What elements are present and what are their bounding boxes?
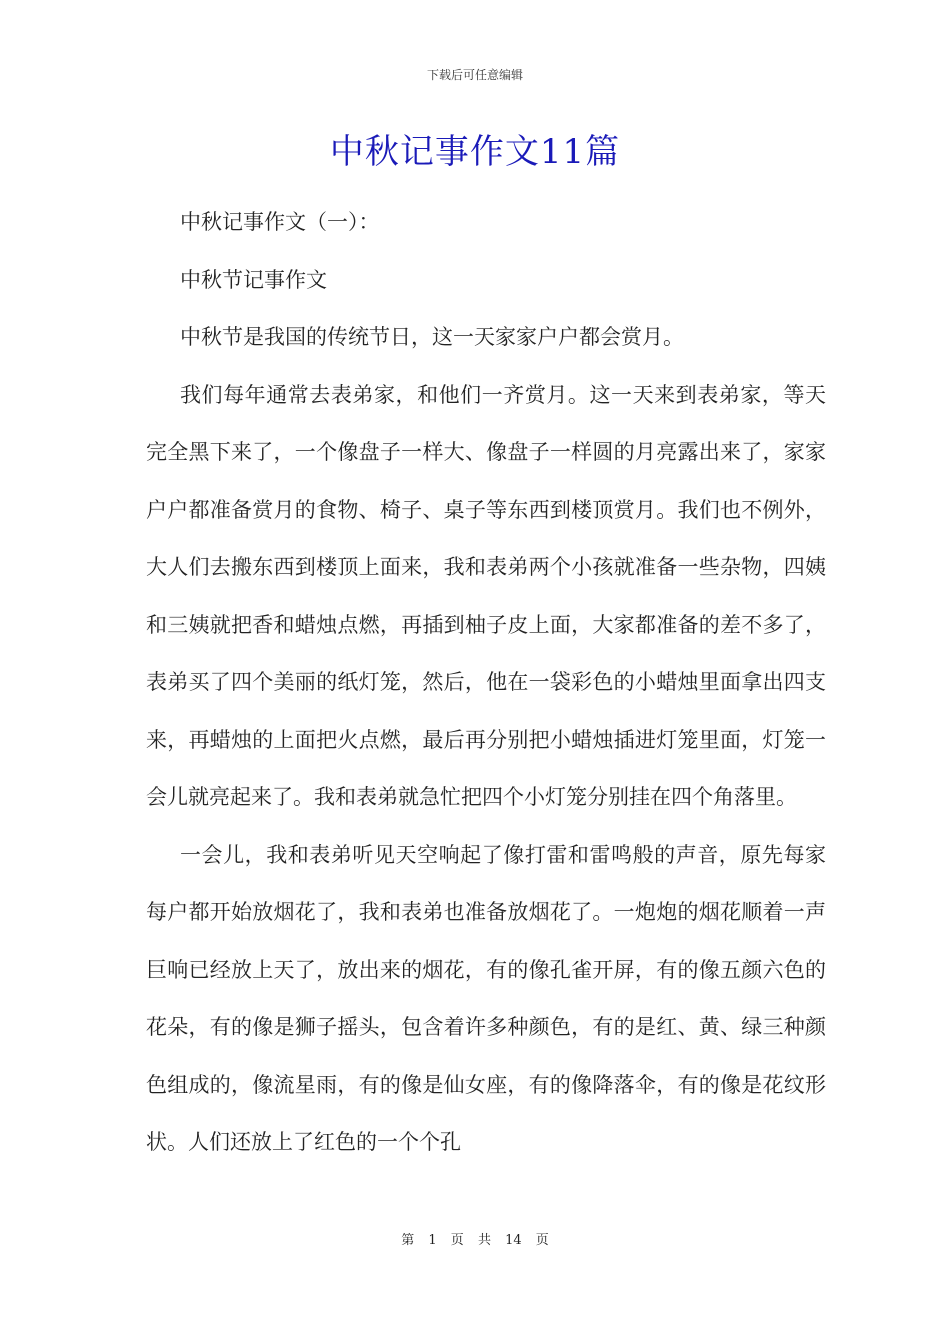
header-note: 下载后可任意编辑 <box>426 68 523 82</box>
footer-page-word: 页 <box>450 1233 464 1248</box>
page-footer <box>0 1229 950 1248</box>
footer-prefix: 第 <box>401 1233 415 1248</box>
footer-suffix: 页 <box>535 1233 549 1248</box>
paragraph: 一会儿，我和表弟听见天空响起了像打雷和雷鸣般的声音，原先每家每户都开始放烟花了，我和表弟也准备放烟花了。一炮炮的烟花顺着一声巨响已经放上天了，放出来的烟花，有的像孔雀开屏，有的像五颜六色的花朵，有的像是狮子摇头，包含着许多种颜色，有的是红、黄、绿三种颜色组成的，像流星雨，有的像是仙女座，有的像降落伞，有的像是花纹形状。人们还放上了红色的一个个孔 <box>146 842 826 1154</box>
document-title: 中秋记事作文11篇 <box>329 132 621 172</box>
document-body <box>146 194 826 1172</box>
footer-total-pages: 14 <box>505 1233 522 1248</box>
footer-current-page: 1 <box>428 1233 437 1248</box>
paragraph: 中秋节是我国的传统节日，这一天家家户户都会赏月。 <box>180 325 684 349</box>
essay-subtitle: 中秋节记事作文 <box>180 267 327 292</box>
footer-total-word: 共 <box>477 1233 491 1248</box>
paragraph: 我们每年通常去表弟家，和他们一齐赏月。这一天来到表弟家，等天完全黑下来了，一个像盘子一样大、像盘子一样圆的月亮露出来了，家家户户都准备赏月的食物、椅子、桌子等东西到楼顶赏月。我们也不例外，大人们去搬东西到楼顶上面来，我和表弟两个小孩就准备一些杂物，四姨和三姨就把香和蜡烛点燃，再插到柚子皮上面，大家都准备的差不多了，表弟买了四个美丽的纸灯笼，然后，他在一袋彩色的小蜡烛里面拿出四支来，再蜡烛的上面把火点燃，最后再分别把小蜡烛插进灯笼里面，灯笼一会儿就亮起来了。我和表弟就急忙把四个小灯笼分别挂在四个角落里。 <box>146 382 826 809</box>
section-heading: 中秋记事作文（一）： <box>180 210 380 234</box>
